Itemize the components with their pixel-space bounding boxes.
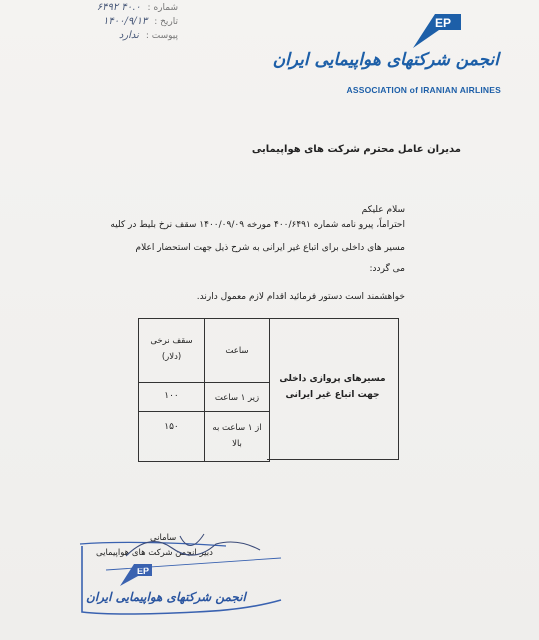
body-line-2: مسیر های داخلی برای اتباع غیر ایرانی به شرح ذیل جهت استحضار اعلام: [135, 243, 405, 253]
route-cell: [267, 318, 399, 460]
meta-date-row: [58, 16, 178, 30]
addressee: مدیران عامل محترم شرکت های هواپیمایی: [251, 144, 461, 155]
header-ceiling-cell: [139, 319, 205, 383]
meta-attachment-label: پیوست :: [145, 31, 178, 41]
row1-price-cell: [139, 382, 205, 412]
signatory-name: سامانی: [150, 533, 177, 543]
logo-english-name: ASSOCIATION of IRANIAN AIRLINES: [346, 85, 501, 95]
header-hour-cell: [204, 319, 269, 383]
row2-hour-cell: [204, 411, 269, 461]
meta-date-label: تاریخ :: [154, 17, 178, 27]
body-line-3: می گردد:: [369, 264, 405, 274]
row1-price: ۱۰۰: [164, 391, 179, 401]
closing-line: خواهشمند است دستور فرمائید اقدام لازم معمول دارند.: [196, 292, 405, 302]
meta-number-label: شماره :: [147, 3, 178, 13]
row1-hour-cell: [204, 382, 269, 412]
handwritten-signature-icon: [120, 526, 270, 566]
meta-attachment-row: [58, 30, 178, 44]
greeting: سلام علیکم: [361, 205, 405, 215]
row1-hour: زیر ۱ ساعت: [214, 393, 260, 403]
meta-attachment-value: ندارد: [118, 30, 139, 41]
fare-table: [138, 318, 270, 462]
association-logo: [272, 10, 521, 95]
meta-number-value: ۴۰.۰ ۶۴۹۲: [96, 2, 141, 13]
header-hour: ساعت: [225, 346, 249, 356]
logo-persian-name: انجمن شرکتهای هواپیمایی ایران: [272, 50, 499, 70]
row2-price: ۱۵۰: [164, 422, 179, 432]
signatory-title: دبیر انجمن شرکت های هواپیمایی: [96, 548, 213, 558]
meta-date-value: ۱۴۰۰/۹/۱۳: [102, 16, 148, 27]
meta-number-row: [58, 2, 178, 16]
row2-hour: از ۱ ساعت به بالا: [212, 423, 262, 449]
reference-meta: [58, 2, 178, 44]
body-line-1: احتراماً، پیرو نامه شماره ۴۰۰/۶۴۹۱ مورخه ۱۴۰۰/۰۹/۰۹ سقف نرخ بلیط در کلیه: [110, 220, 405, 230]
logo-mark-text: EP: [434, 16, 452, 30]
ep-logo-icon: [405, 12, 465, 52]
row2-price-cell: [139, 411, 205, 461]
route-label: مسیرهای پروازی داخلی جهت اتباع غیر ایرانی: [279, 374, 386, 400]
stamp-text: انجمن شرکتهای هواپیمایی ایران: [86, 590, 246, 604]
header-ceiling: سقف نرخی (دلار): [150, 336, 193, 362]
stamp-mark-text: EP: [136, 566, 150, 576]
